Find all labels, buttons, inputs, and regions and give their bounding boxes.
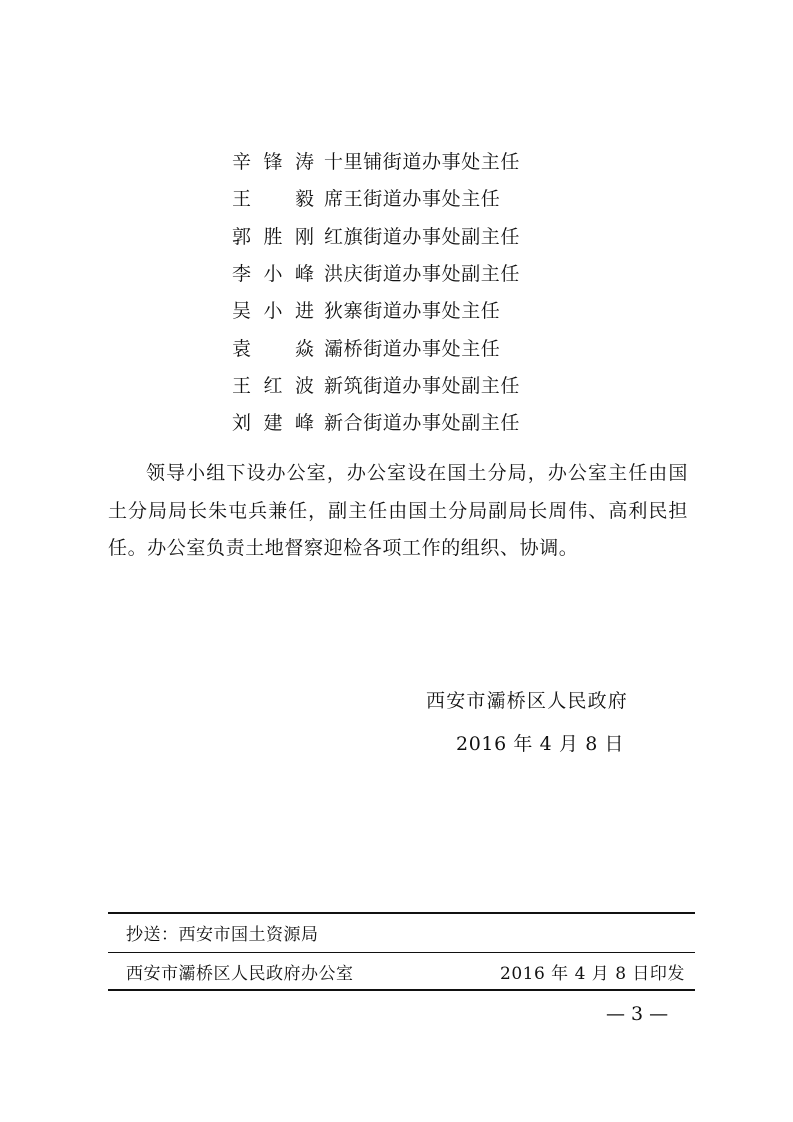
member-title: 新筑街道办事处副主任 xyxy=(324,374,521,397)
footer-rule-top xyxy=(108,912,695,914)
print-date: 2016 年 4 月 8 日印发 xyxy=(500,964,685,984)
member-title: 洪庆街道办事处副主任 xyxy=(324,263,521,286)
member-title: 灞桥街道办事处主任 xyxy=(324,337,501,360)
member-title: 新合街道办事处副主任 xyxy=(324,412,521,435)
issuing-office: 西安市灞桥区人民政府办公室 xyxy=(126,964,354,984)
cc-line: 抄送：西安市国土资源局 xyxy=(126,925,319,945)
member-row xyxy=(232,142,520,179)
page-number: — 3 — xyxy=(606,1003,669,1025)
member-title: 红旗街道办事处副主任 xyxy=(324,225,521,248)
member-row xyxy=(232,217,520,254)
member-title: 席王街道办事处主任 xyxy=(324,188,501,211)
member-name: 郭胜刚 xyxy=(232,225,314,248)
footer-rule-middle xyxy=(108,952,695,953)
member-row xyxy=(232,291,520,328)
issue-date: 2016 年 4 月 8 日 xyxy=(456,733,625,755)
member-name: 王红波 xyxy=(232,374,314,397)
member-name: 袁 焱 xyxy=(232,337,314,360)
footer-rule-bottom xyxy=(108,989,695,991)
member-title: 狄寨街道办事处主任 xyxy=(324,300,501,323)
member-list xyxy=(232,142,520,440)
office-paragraph: 领导小组下设办公室，办公室设在国土分局，办公室主任由国土分局局长朱屯兵兼任，副主任由国土分局副局长周伟、高利民担任。办公室负责土地督察迎检各项工作的组织、协调。 xyxy=(108,462,688,559)
member-row xyxy=(232,254,520,291)
member-row xyxy=(232,403,520,440)
member-name: 王 毅 xyxy=(232,188,314,211)
member-name: 李小峰 xyxy=(232,263,314,286)
member-row xyxy=(232,328,520,365)
issuer-signature: 西安市灞桥区人民政府 xyxy=(426,690,629,712)
member-row xyxy=(232,366,520,403)
member-row xyxy=(232,179,520,216)
member-title: 十里铺街道办事处主任 xyxy=(324,151,521,174)
member-name: 辛锋涛 xyxy=(232,151,314,174)
member-name: 刘建峰 xyxy=(232,412,314,435)
member-name: 吴小进 xyxy=(232,300,314,323)
